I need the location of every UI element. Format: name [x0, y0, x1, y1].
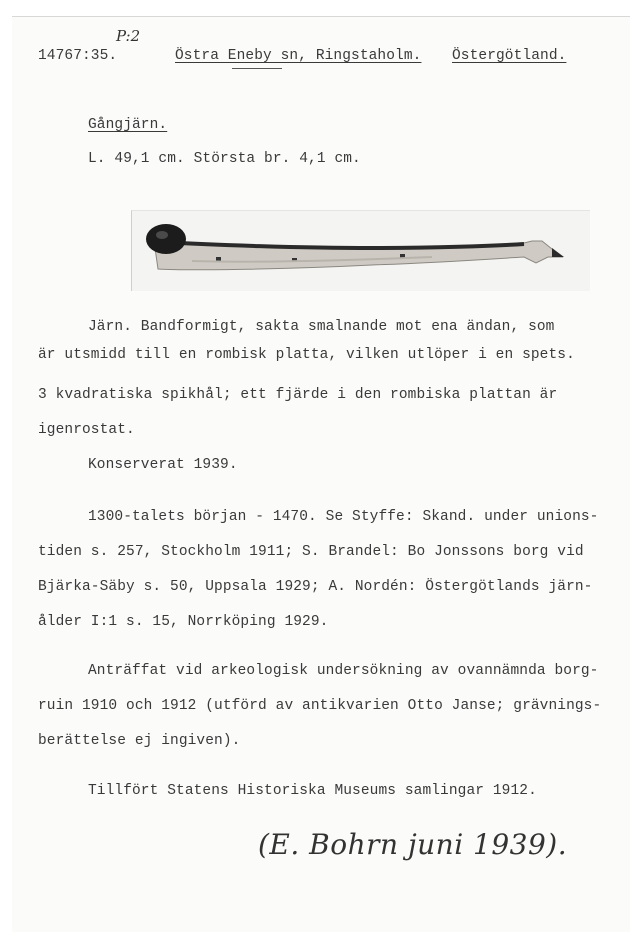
- description-line: Järn. Bandformigt, sakta smalnande mot ena ändan, som: [88, 319, 555, 335]
- reference-line: ålder I:1 s. 15, Norrköping 1929.: [38, 614, 329, 630]
- hinge-image: [132, 211, 590, 291]
- find-line: Anträffat vid arkeologisk undersökning av ovannämnda borg-: [88, 663, 599, 679]
- find-line: ruin 1910 och 1912 (utförd av antikvarien Otto Janse; grävnings-: [38, 698, 602, 714]
- nail-hole: [216, 257, 221, 261]
- object-photo: [131, 210, 590, 291]
- reference-line: 1300-talets början - 1470. Se Styffe: Skand. under unions-: [88, 509, 599, 525]
- acquisition-note: Tillfört Statens Historiska Museums samlingar 1912.: [88, 783, 537, 799]
- underline-mark: [232, 68, 282, 69]
- hinge-tip: [552, 248, 564, 257]
- signature: (E. Bohrn juni 1939).: [258, 828, 568, 861]
- description-line: igenrostat.: [38, 422, 135, 438]
- object-name: Gångjärn.: [88, 117, 168, 133]
- reference-line: tiden s. 257, Stockholm 1911; S. Brandel: Bo Jonssons borg vid: [38, 544, 584, 560]
- find-location: Östra Eneby sn, Ringstaholm.: [175, 48, 422, 64]
- conservation-note: Konserverat 1939.: [88, 457, 238, 473]
- description-line: är utsmidd till en rombisk platta, vilken utlöper i en spets.: [38, 347, 575, 363]
- catalog-number: 14767:35.: [38, 48, 118, 64]
- page-mark: P:2: [116, 27, 141, 45]
- description-line: 3 kvadratiska spikhål; ett fjärde i den rombiska plattan är: [38, 387, 558, 403]
- province: Östergötland.: [452, 48, 567, 64]
- find-line: berättelse ej ingiven).: [38, 733, 241, 749]
- object-dimensions: L. 49,1 cm. Största br. 4,1 cm.: [88, 151, 361, 167]
- reference-line: Bjärka-Säby s. 50, Uppsala 1929; A. Nordén: Östergötlands järn-: [38, 579, 593, 595]
- hinge-knuckle: [146, 224, 186, 254]
